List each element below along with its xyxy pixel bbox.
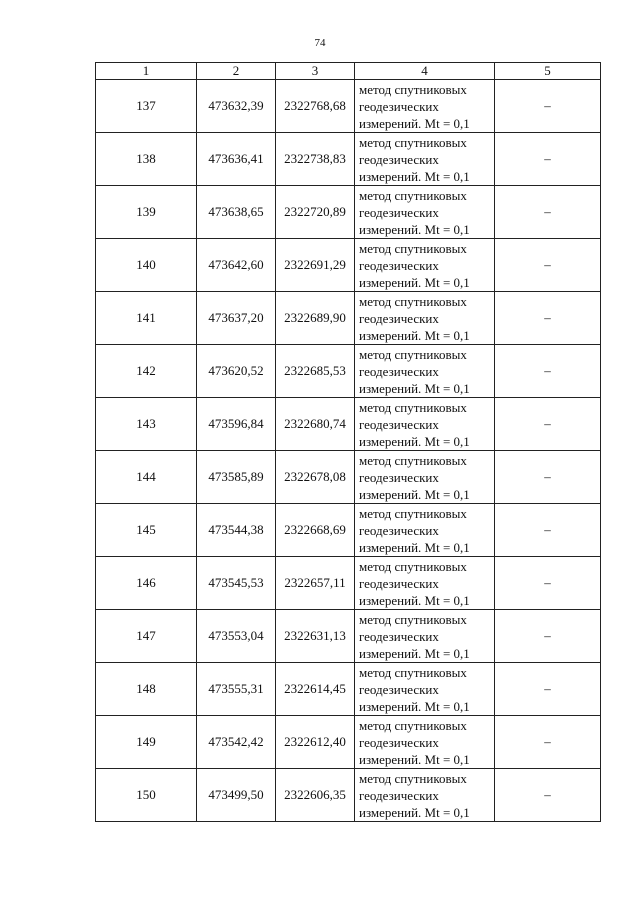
- point-number-cell: 138: [96, 133, 197, 186]
- method-cell: [355, 292, 495, 345]
- table-body: [96, 80, 601, 822]
- table-row: [96, 80, 601, 133]
- note-cell: –: [495, 80, 601, 133]
- method-line-3: измерений. Mt = 0,1: [359, 327, 470, 343]
- method-cell: [355, 398, 495, 451]
- note-cell: –: [495, 504, 601, 557]
- method-line-3: измерений. Mt = 0,1: [359, 433, 470, 449]
- x-coordinate-cell: 473585,89: [197, 451, 276, 504]
- method-line-2: геодезических: [359, 204, 439, 220]
- x-coordinate-cell: 473642,60: [197, 239, 276, 292]
- y-coordinate-cell: 2322631,13: [276, 610, 355, 663]
- method-line-2: геодезических: [359, 628, 439, 644]
- method-line-2: геодезических: [359, 522, 439, 538]
- table-row: [96, 239, 601, 292]
- method-line-3: измерений. Mt = 0,1: [359, 698, 470, 714]
- point-number-cell: 150: [96, 769, 197, 822]
- note-cell: –: [495, 769, 601, 822]
- method-cell: [355, 239, 495, 292]
- method-line-3: измерений. Mt = 0,1: [359, 539, 470, 555]
- method-line-2: геодезических: [359, 98, 439, 114]
- table-row: [96, 557, 601, 610]
- y-coordinate-cell: 2322691,29: [276, 239, 355, 292]
- table-row: [96, 769, 601, 822]
- point-number-cell: 143: [96, 398, 197, 451]
- method-line-3: измерений. Mt = 0,1: [359, 168, 470, 184]
- method-line-1: метод спутниковых: [359, 399, 467, 415]
- note-cell: –: [495, 345, 601, 398]
- x-coordinate-cell: 473637,20: [197, 292, 276, 345]
- method-cell: [355, 80, 495, 133]
- y-coordinate-cell: 2322738,83: [276, 133, 355, 186]
- header-col-3: 3: [276, 63, 355, 80]
- method-cell: [355, 504, 495, 557]
- method-cell: [355, 186, 495, 239]
- method-line-1: метод спутниковых: [359, 346, 467, 362]
- x-coordinate-cell: 473596,84: [197, 398, 276, 451]
- header-row: [96, 63, 601, 80]
- method-line-2: геодезических: [359, 734, 439, 750]
- y-coordinate-cell: 2322685,53: [276, 345, 355, 398]
- y-coordinate-cell: 2322768,68: [276, 80, 355, 133]
- method-line-1: метод спутниковых: [359, 717, 467, 733]
- method-line-3: измерений. Mt = 0,1: [359, 804, 470, 820]
- method-cell: [355, 557, 495, 610]
- note-cell: –: [495, 239, 601, 292]
- method-line-2: геодезических: [359, 575, 439, 591]
- table-row: [96, 133, 601, 186]
- x-coordinate-cell: 473555,31: [197, 663, 276, 716]
- method-line-3: измерений. Mt = 0,1: [359, 592, 470, 608]
- method-line-3: измерений. Mt = 0,1: [359, 274, 470, 290]
- method-cell: [355, 716, 495, 769]
- x-coordinate-cell: 473636,41: [197, 133, 276, 186]
- point-number-cell: 137: [96, 80, 197, 133]
- note-cell: –: [495, 557, 601, 610]
- note-cell: –: [495, 716, 601, 769]
- point-number-cell: 146: [96, 557, 197, 610]
- point-number-cell: 141: [96, 292, 197, 345]
- method-line-1: метод спутниковых: [359, 505, 467, 521]
- note-cell: –: [495, 133, 601, 186]
- note-cell: –: [495, 663, 601, 716]
- method-line-2: геодезических: [359, 257, 439, 273]
- y-coordinate-cell: 2322612,40: [276, 716, 355, 769]
- method-line-2: геодезических: [359, 363, 439, 379]
- method-line-2: геодезических: [359, 787, 439, 803]
- y-coordinate-cell: 2322657,11: [276, 557, 355, 610]
- y-coordinate-cell: 2322680,74: [276, 398, 355, 451]
- coordinates-table: [95, 62, 601, 822]
- method-line-1: метод спутниковых: [359, 558, 467, 574]
- point-number-cell: 142: [96, 345, 197, 398]
- method-line-3: измерений. Mt = 0,1: [359, 645, 470, 661]
- note-cell: –: [495, 451, 601, 504]
- x-coordinate-cell: 473620,52: [197, 345, 276, 398]
- header-col-5: 5: [495, 63, 601, 80]
- header-col-1: 1: [96, 63, 197, 80]
- method-cell: [355, 345, 495, 398]
- method-line-1: метод спутниковых: [359, 452, 467, 468]
- point-number-cell: 144: [96, 451, 197, 504]
- y-coordinate-cell: 2322689,90: [276, 292, 355, 345]
- y-coordinate-cell: 2322720,89: [276, 186, 355, 239]
- table-row: [96, 398, 601, 451]
- table-row: [96, 663, 601, 716]
- x-coordinate-cell: 473499,50: [197, 769, 276, 822]
- point-number-cell: 148: [96, 663, 197, 716]
- point-number-cell: 149: [96, 716, 197, 769]
- method-line-2: геодезических: [359, 310, 439, 326]
- y-coordinate-cell: 2322678,08: [276, 451, 355, 504]
- note-cell: –: [495, 292, 601, 345]
- method-line-1: метод спутниковых: [359, 293, 467, 309]
- table-header: [96, 63, 601, 80]
- point-number-cell: 145: [96, 504, 197, 557]
- method-line-1: метод спутниковых: [359, 81, 467, 97]
- table-row: [96, 610, 601, 663]
- y-coordinate-cell: 2322668,69: [276, 504, 355, 557]
- header-col-2: 2: [197, 63, 276, 80]
- method-line-1: метод спутниковых: [359, 240, 467, 256]
- table-row: [96, 292, 601, 345]
- method-line-1: метод спутниковых: [359, 664, 467, 680]
- method-cell: [355, 663, 495, 716]
- method-line-2: геодезических: [359, 416, 439, 432]
- method-line-2: геодезических: [359, 151, 439, 167]
- x-coordinate-cell: 473542,42: [197, 716, 276, 769]
- x-coordinate-cell: 473553,04: [197, 610, 276, 663]
- point-number-cell: 140: [96, 239, 197, 292]
- x-coordinate-cell: 473545,53: [197, 557, 276, 610]
- y-coordinate-cell: 2322614,45: [276, 663, 355, 716]
- method-line-3: измерений. Mt = 0,1: [359, 115, 470, 131]
- method-cell: [355, 133, 495, 186]
- note-cell: –: [495, 398, 601, 451]
- header-col-4: 4: [355, 63, 495, 80]
- point-number-cell: 139: [96, 186, 197, 239]
- method-line-1: метод спутниковых: [359, 187, 467, 203]
- table-row: [96, 716, 601, 769]
- x-coordinate-cell: 473632,39: [197, 80, 276, 133]
- page-number: 74: [314, 37, 326, 49]
- note-cell: –: [495, 186, 601, 239]
- method-line-2: геодезических: [359, 469, 439, 485]
- method-cell: [355, 610, 495, 663]
- method-line-3: измерений. Mt = 0,1: [359, 221, 470, 237]
- table-row: [96, 504, 601, 557]
- method-line-1: метод спутниковых: [359, 611, 467, 627]
- method-line-3: измерений. Mt = 0,1: [359, 751, 470, 767]
- method-line-1: метод спутниковых: [359, 770, 467, 786]
- method-cell: [355, 769, 495, 822]
- table-row: [96, 186, 601, 239]
- method-line-2: геодезических: [359, 681, 439, 697]
- y-coordinate-cell: 2322606,35: [276, 769, 355, 822]
- table-row: [96, 451, 601, 504]
- table-row: [96, 345, 601, 398]
- x-coordinate-cell: 473544,38: [197, 504, 276, 557]
- point-number-cell: 147: [96, 610, 197, 663]
- note-cell: –: [495, 610, 601, 663]
- method-line-1: метод спутниковых: [359, 134, 467, 150]
- method-cell: [355, 451, 495, 504]
- method-line-3: измерений. Mt = 0,1: [359, 380, 470, 396]
- x-coordinate-cell: 473638,65: [197, 186, 276, 239]
- method-line-3: измерений. Mt = 0,1: [359, 486, 470, 502]
